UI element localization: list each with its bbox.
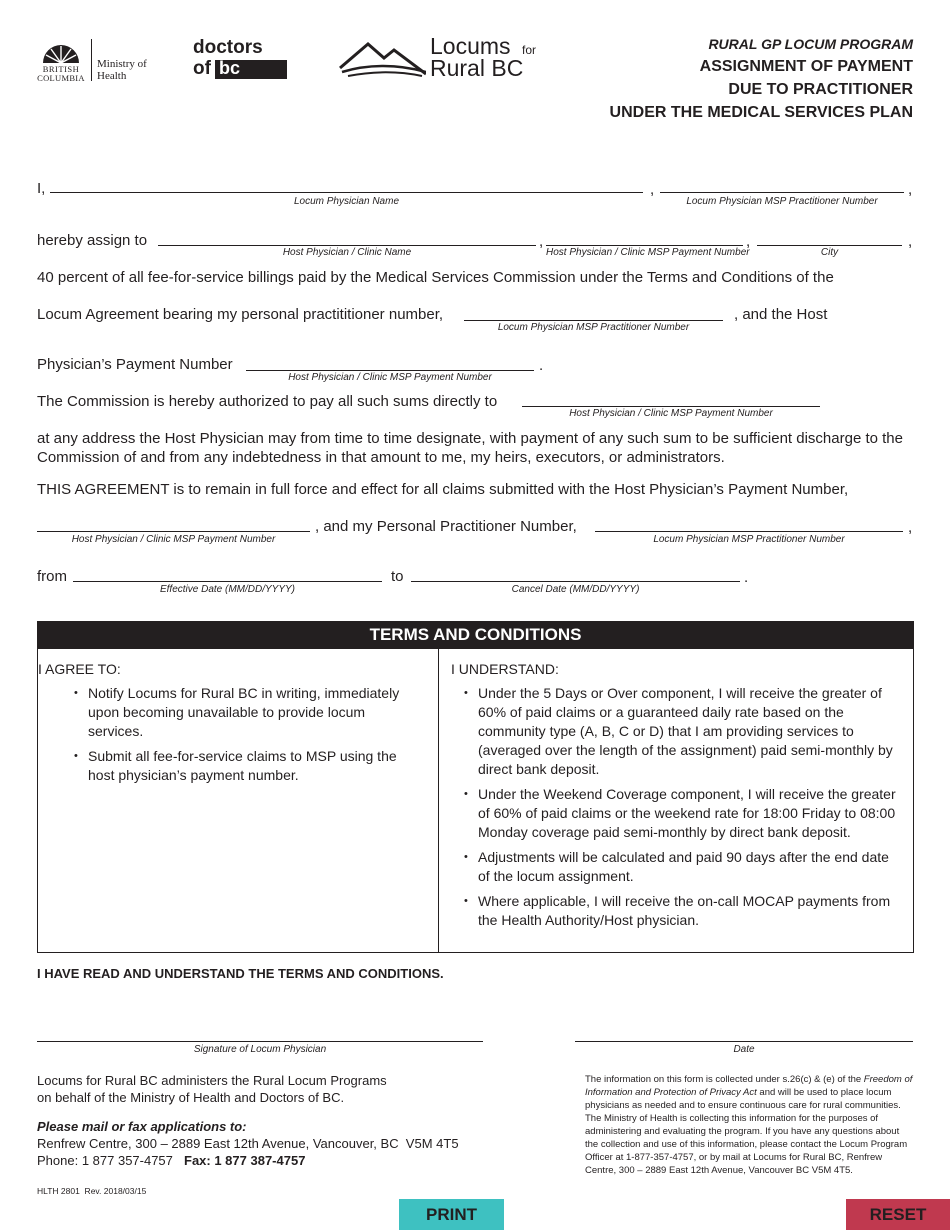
agree-heading: I AGREE TO: (38, 661, 121, 677)
print-button[interactable]: PRINT (399, 1199, 504, 1230)
comma-6: , (908, 519, 913, 536)
host-name-caption: Host Physician / Clinic Name (282, 247, 412, 258)
period-2: . (744, 569, 749, 586)
signature-field[interactable] (37, 1041, 483, 1042)
terms-box (37, 649, 914, 953)
reset-button[interactable]: RESET (846, 1199, 950, 1230)
assign-label: hereby assign to (37, 232, 148, 249)
terms-divider (438, 649, 439, 952)
comma-1: , (650, 181, 655, 198)
locum-msp-caption-1: Locum Physician MSP Practitioner Number (686, 196, 878, 207)
i-label: I, (37, 180, 46, 197)
bc-block-text: bc (219, 58, 241, 78)
locum-agreement-text: Locum Agreement bearing my personal practititioner number, (37, 306, 444, 323)
host-payment-caption-1: Host Physician / Clinic MSP Payment Number (546, 247, 750, 258)
bc-sun-icon (39, 37, 83, 63)
form-number: HLTH 2801 Rev. 2018/03/15 (37, 1186, 147, 1196)
understand-item: • Under the Weekend Coverage component, I will receive the greater of 60% of paid claims or the weekend rate for 18:00 Friday to 08:00 Monday coverage paid semi-monthly by direct bank deposit. (464, 785, 902, 842)
from-label: from (37, 568, 67, 585)
personal-number-text: , and my Personal Practitioner Number, (315, 518, 577, 535)
terms-title-bar: TERMS AND CONDITIONS (37, 621, 914, 649)
understand-item: • Adjustments will be calculated and paid 90 days after the end date of the locum assignment. (464, 848, 902, 886)
ministry-line2: Health (97, 70, 127, 82)
host-payment-field-4[interactable] (37, 531, 310, 532)
privacy-text-1: The information on this form is collected under s.26(c) & (e) of the (585, 1074, 864, 1085)
comma-2: , (908, 181, 913, 198)
forty-percent-text: 40 percent of all fee-for-service billings paid by the Medical Services Commission under the Terms and Conditions of the (37, 269, 834, 286)
city-caption: City (820, 247, 839, 258)
address-text-line1: at any address the Host Physician may from time to time designate, with payment of any such sum to be sufficient discharge to the (37, 430, 903, 447)
understand-item: • Under the 5 Days or Over component, I will receive the greater of 60% of paid claims or a guaranteed daily rate based on the community type (A, B, C or D) that I am providing services to (averaged over the length of the assignment) paid semi-monthly by direct bank deposit. (464, 684, 902, 779)
host-payment-caption-2: Host Physician / Clinic MSP Payment Number (288, 372, 492, 383)
host-payment-caption-3: Host Physician / Clinic MSP Payment Number (569, 408, 773, 419)
comma-5: , (908, 233, 913, 250)
and-the-host-text: , and the Host (734, 306, 828, 323)
date-field[interactable] (575, 1041, 913, 1042)
form-title-line1: ASSIGNMENT OF PAYMENT (699, 58, 913, 75)
address-text-line2: Commission of and from any indebtedness in that amount to me, my heirs, executors, or administrators. (37, 449, 725, 466)
form-title-line3: UNDER THE MEDICAL SERVICES PLAN (609, 104, 913, 121)
program-name: RURAL GP LOCUM PROGRAM (708, 36, 913, 52)
agree-item: • Submit all fee-for-service claims to MSP using the host physician’s payment number. (74, 747, 414, 785)
rural-bc-word: Rural BC (430, 55, 524, 81)
to-label: to (391, 568, 404, 585)
date-caption: Date (733, 1044, 755, 1055)
locums-for-rural-bc-logo (338, 34, 548, 82)
agree-list (74, 684, 414, 791)
phone-number: Phone: 1 877 357-4757 (37, 1153, 173, 1168)
host-payment-caption-4: Host Physician / Clinic MSP Payment Number (71, 534, 276, 545)
doctors-word: doctors (193, 37, 263, 58)
host-name-field[interactable] (158, 245, 536, 246)
mountain-icon (338, 38, 426, 80)
understand-heading: I UNDERSTAND: (451, 661, 559, 677)
period-1: . (539, 357, 544, 374)
admin-line2: on behalf of the Ministry of Health and Doctors of BC. (37, 1090, 345, 1105)
bc-government-logo (37, 37, 149, 83)
doctors-of-bc-logo (193, 38, 289, 82)
comma-4: , (746, 233, 751, 250)
locum-msp-caption-2: Locum Physician MSP Practitioner Number (497, 322, 690, 333)
fax-number: Fax: 1 877 387-4757 (184, 1153, 306, 1168)
commission-text: The Commission is hereby authorized to pay all such sums directly to (37, 393, 498, 410)
for-word: for (522, 43, 537, 57)
mail-address: Renfrew Centre, 300 – 2889 East 12th Avenue, Vancouver, BC V5M 4T5 (37, 1136, 459, 1151)
logo-divider (91, 39, 92, 81)
cancel-date-field[interactable] (411, 581, 740, 582)
bc-block (215, 60, 287, 79)
locum-msp-number-field-1[interactable] (660, 192, 904, 193)
bc-wordmark-line2: COLUMBIA (37, 73, 85, 83)
effective-date-caption: Effective Date (MM/DD/YYYY) (159, 584, 296, 595)
mail-heading: Please mail or fax applications to: (37, 1119, 247, 1134)
privacy-text-2: and will be used to place locum physicians as needed and to ensure continuous care for rural communities. The Ministry of Health is collecting this information for the purposes of administering and evaluating the program. If you have any questions about the collection and use of this information, please contact the Locum Program Officer at 1-877-357-4757, or by mail at Locums for Rural BC, Renfrew Centre, 300 – 2889 East 12th Avenue, Vancouver BC V5M 4T5. (585, 1087, 908, 1176)
host-payment-field-3[interactable] (522, 406, 820, 407)
cancel-date-caption: Cancel Date (MM/DD/YYYY) (511, 584, 640, 595)
locums-word: Locums (430, 33, 511, 59)
physician-payment-label: Physician’s Payment Number (37, 356, 233, 373)
of-word: of (193, 58, 211, 79)
signature-caption: Signature of Locum Physician (193, 1044, 327, 1055)
form-title-line2: DUE TO PRACTITIONER (728, 81, 913, 98)
host-payment-field-2[interactable] (246, 370, 534, 371)
admin-line1: Locums for Rural BC administers the Rural Locum Programs (37, 1073, 387, 1088)
locum-msp-caption-3: Locum Physician MSP Practitioner Number (653, 534, 845, 545)
privacy-notice (585, 1073, 915, 1177)
ministry-line1: Ministry of (97, 58, 147, 70)
city-field[interactable] (757, 245, 902, 246)
locum-name-caption: Locum Physician Name (293, 196, 400, 207)
comma-3: , (539, 233, 544, 250)
host-payment-field-1[interactable] (546, 245, 743, 246)
locum-msp-number-field-2[interactable] (464, 320, 723, 321)
locum-name-field[interactable] (50, 192, 643, 193)
locum-msp-number-field-3[interactable] (595, 531, 903, 532)
bc-wordmark-line1: BRITISH (42, 64, 80, 74)
agree-item: • Notify Locums for Rural BC in writing, immediately upon becoming unavailable to provide locum services. (74, 684, 414, 741)
acknowledgement-text: I HAVE READ AND UNDERSTAND THE TERMS AND CONDITIONS. (37, 966, 444, 981)
understand-item: • Where applicable, I will receive the on-call MOCAP payments from the Health Authority/Host physician. (464, 892, 902, 930)
privacy-act-name: Freedom of Information and Protection of Privacy Act (585, 1074, 913, 1098)
effective-date-field[interactable] (73, 581, 382, 582)
understand-list (464, 684, 902, 936)
agreement-text: THIS AGREEMENT is to remain in full force and effect for all claims submitted with the Host Physician’s Payment Number, (37, 481, 849, 498)
